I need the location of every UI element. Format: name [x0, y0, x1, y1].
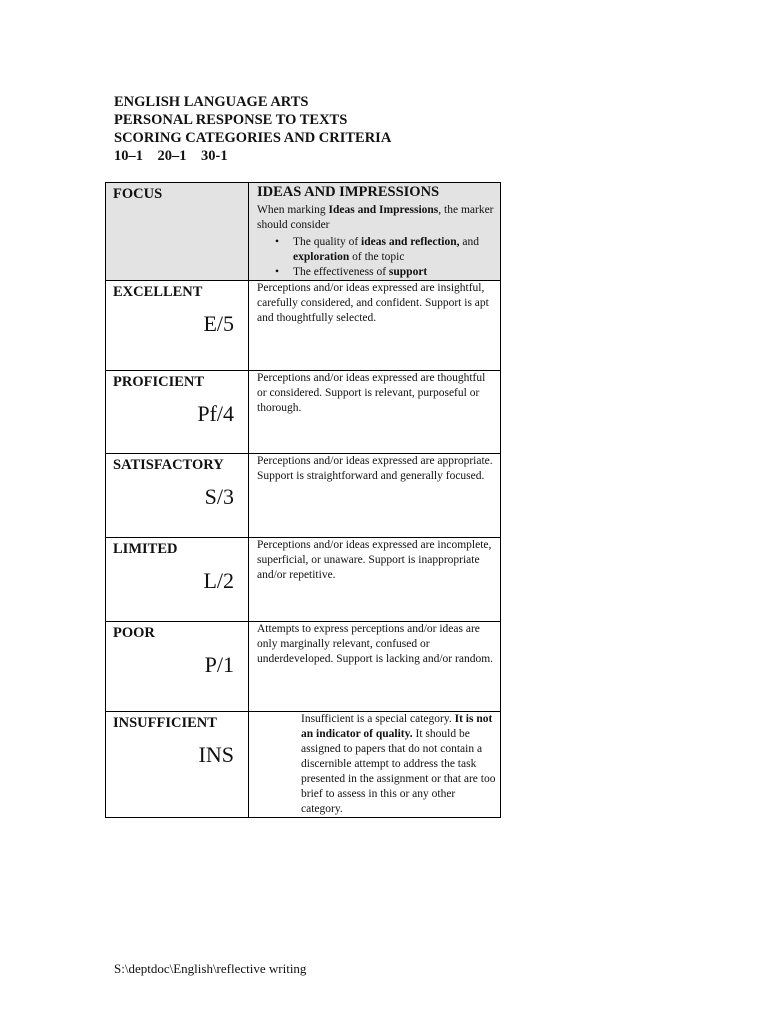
- scoring-rubric-table: [105, 182, 501, 818]
- category-label: INSUFFICIENT: [113, 715, 217, 731]
- criteria-description: Perceptions and/or ideas expressed are insightful, carefully considered, and confident. Support is apt and thoughtfully selected.: [257, 282, 489, 324]
- score-code: INS: [198, 742, 234, 767]
- category-cell: [106, 454, 249, 538]
- criteria-item: • The quality of ideas and reflection, and exploration of the topic: [275, 236, 480, 263]
- footer-file-path: S:\deptdoc\English\reflective writing: [114, 961, 307, 976]
- criteria-description: Perceptions and/or ideas expressed are appropriate. Support is straightforward and generally focused.: [257, 455, 493, 482]
- header-course-levels: 10–1 20–1 30-1: [114, 148, 228, 164]
- bullet-icon: •: [275, 266, 280, 278]
- focus-criteria-list: [249, 235, 500, 280]
- criteria-item: • The effectiveness of support: [275, 266, 428, 278]
- criteria-cell: [249, 538, 501, 622]
- score-code: P/1: [204, 652, 234, 677]
- category-label: EXCELLENT: [113, 284, 203, 300]
- header-subject: ENGLISH LANGUAGE ARTS: [114, 94, 309, 110]
- criteria-cell: [249, 281, 501, 371]
- category-label: LIMITED: [113, 541, 178, 557]
- score-row-proficient: [106, 371, 501, 454]
- category-cell: [106, 281, 249, 371]
- focus-row: [106, 183, 501, 281]
- focus-label: FOCUS: [113, 186, 163, 202]
- category-label: POOR: [113, 625, 155, 641]
- score-code: S/3: [204, 484, 234, 509]
- category-cell: [106, 538, 249, 622]
- criteria-cell: [249, 622, 501, 712]
- score-row-insufficient: [106, 712, 501, 818]
- criteria-description: Perceptions and/or ideas expressed are incomplete, superficial, or unaware. Support is inappropriate and/or repetitive.: [257, 539, 492, 581]
- score-code: E/5: [203, 311, 234, 336]
- score-row-excellent: [106, 281, 501, 371]
- focus-intro: When marking Ideas and Impressions, the marker should consider: [257, 204, 494, 231]
- score-row-poor: [106, 622, 501, 712]
- focus-label-cell: [106, 183, 249, 281]
- criteria-description: Perceptions and/or ideas expressed are thoughtful or considered. Support is relevant, purposeful or thorough.: [257, 372, 486, 414]
- score-code: Pf/4: [197, 401, 234, 426]
- focus-description-cell: [249, 183, 501, 281]
- criteria-cell: [249, 454, 501, 538]
- header-scoring-title: SCORING CATEGORIES AND CRITERIA: [114, 130, 392, 146]
- score-row-satisfactory: [106, 454, 501, 538]
- criteria-cell: [249, 712, 501, 818]
- focus-heading: IDEAS AND IMPRESSIONS: [257, 184, 440, 200]
- category-cell: [106, 371, 249, 454]
- category-label: SATISFACTORY: [113, 457, 224, 473]
- criteria-description: Attempts to express perceptions and/or ideas are only marginally relevant, confused or underdeveloped. Support is lacking and/or random.: [257, 623, 494, 665]
- bullet-icon: •: [275, 236, 280, 248]
- score-code: L/2: [203, 568, 234, 593]
- category-label: PROFICIENT: [113, 374, 205, 390]
- category-cell: [106, 712, 249, 818]
- document-header: [114, 93, 391, 165]
- criteria-description: Insufficient is a special category. It is not an indicator of quality. It should be assigned to papers that do not contain a discernible attempt to address the task presented in the assignment or that are too brief to assess in this or any other category.: [301, 713, 496, 815]
- criteria-cell: [249, 371, 501, 454]
- header-assignment: PERSONAL RESPONSE TO TEXTS: [114, 112, 348, 128]
- score-row-limited: [106, 538, 501, 622]
- category-cell: [106, 622, 249, 712]
